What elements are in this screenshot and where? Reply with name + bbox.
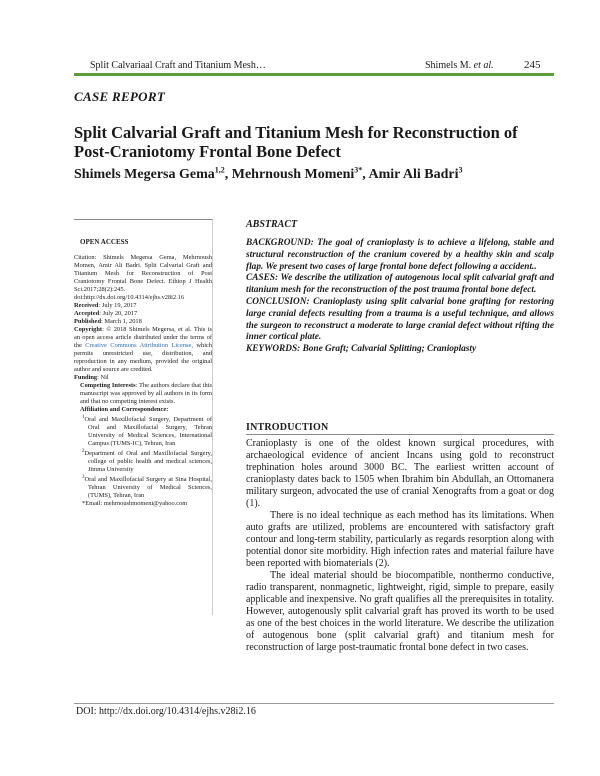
intro-paragraph-1: Cranioplasty is one of the oldest known surgical procedures, with archaeological evidence of ancient Incans using gold to reconstruct trephination holes around 3000 BC. The earliest written account of cranioplasty dates back to 1505 when Ibrahim bin Abdullah, an Ottomanera military surgeon, advocated the use of cranial Xenografts from a goat or dog (1).: [246, 438, 554, 509]
article-title: Split Calvarial Graft and Titanium Mesh for Reconstruction of Post-Craniotomy Frontal Bone Defect: [74, 123, 518, 161]
abstract-body: [246, 238, 554, 356]
intro-paragraph-3: The ideal material should be biocompatible, nonthermo conductive, radio transparent, nonmagnetic, lightweight, rigid, simple to prepare, easily applicable and inexpensive. No graft qualifies all the prerequisites in totality. However, autogenously split calvarial graft has proved its worth to be used as one of the best choices in the world literature. We describe the utilization of autogenous bone (split calvarial graft) and titanium mesh for reconstruction of large post-traumatic frontal bone defect in two cases.: [246, 570, 554, 653]
running-author: [425, 60, 494, 71]
running-title: Split Calvariaal Craft and Titanium Mesh…: [90, 60, 266, 71]
funding: Funding: Nil: [74, 374, 109, 381]
affiliation-1: $^1$Oral and Maxillofacial Surgery, Department of Oral and Maxillofacial Surgery, Tehran University of Medical Sciences, International Campus (TUMS-IC), Tehran, Iran: [82, 415, 212, 448]
author-3: Amir Ali Badri$^3$: [368, 165, 463, 182]
footer-rule: [74, 703, 554, 704]
affiliation-heading: Affiliation and Correspondence:: [80, 406, 169, 413]
affiliation-2: $^2$Department of Oral and Maxillofacial Surgery, college of public health and medical sciences, Jimma University: [82, 449, 212, 474]
author-2: Mehrnoush Momeni$^{3*}$,: [231, 165, 369, 182]
accepted-date: Accepted: July 20, 2017: [74, 310, 138, 317]
page-number: 245: [524, 59, 541, 71]
article-type: CASE REPORT: [74, 89, 166, 104]
article-info-sidebar: [74, 219, 213, 615]
received-date: Received: July 19, 2017: [74, 302, 137, 309]
license-link[interactable]: Creative Commons Attribution License: [85, 342, 192, 349]
introduction-rule: [246, 434, 554, 435]
introduction-heading: INTRODUCTION: [246, 422, 329, 433]
affiliation-3: $^3$Oral and Maxillofacial Surgery at Sina Hospital, Tehran University of Medical Sciences, (TUMS), Tehran, Iran: [82, 475, 212, 500]
header-rule: [74, 73, 554, 76]
corresponding-email[interactable]: *Email: mehrnoushmomeni@yahoo.com: [82, 500, 188, 508]
abstract-conclusion: CONCLUSION: Cranioplasty using split calvarial bone grafting for restoring large cranial defects resulting from a trauma is a useful technique, and allows the surgeon to reconstruct a moderate to large cranial defect without rifting the inner cortical plate.: [246, 296, 554, 343]
doi-link[interactable]: DOI: http://dx.doi.org/10.4314/ejhs.v28i2.16: [76, 706, 256, 717]
competing-interests: Competing Interests: The authors declare that this manuscript was approved by all authors in its form and that no competing interest exists.: [80, 382, 212, 405]
abstract-cases: CASES: We describe the utilization of autogenous local split calvarial graft and titanium mesh for the reconstruction of the post trauma frontal bone defect.: [246, 273, 554, 296]
citation: Citation: Shimels Megersa Gema, Mehrnoush Momen, Amir Ali Badri. Split Calvarial Graft and Titanium Mesh for Reconstruction of Post Craniotomy Frontal Bone Defect. Ethiop J Health Sci.2017;28(2):245. doi:http://dx.doi.org/10.4314/ejhs.v28i2.16: [74, 254, 212, 301]
intro-paragraph-2: There is no ideal technique as each method has its limitations. When auto grafts are utilized, problems are encountered with satisfactory graft contour and long-term stability, particularly as regards resorption along with potential donor site morbidity. High infection rates and material failure have been reported with biomaterials (2).: [246, 510, 554, 569]
published-date: Published: March 1, 2018: [74, 318, 142, 325]
introduction-body: [246, 438, 554, 654]
author-list: [74, 161, 554, 184]
author-1: Shimels Megersa Gema$^{1,2}$,: [74, 165, 232, 182]
abstract-background: BACKGROUND: The goal of cranioplasty is to achieve a lifelong, stable and structural reconstruction of the cranium covered by a healthy skin and scalp flap. We present two cases of large frontal bone defect following a accident..: [246, 238, 554, 272]
running-author-etal: et al.: [473, 60, 494, 71]
abstract-keywords: KEYWORDS: Bone Graft; Calvarial Splitting; Cranioplasty: [246, 344, 477, 355]
open-access-label: OPEN ACCESS: [80, 238, 129, 246]
running-author-name: Shimels M.: [425, 60, 472, 71]
copyright: Copyright: © 2018 Shimels Megersa, et al. This is an open access article distributed under the terms of the Creative Commons Attribution License, which permits unrestricted use, distribution, and reproduction in any medium, provided the original author and source are credited.: [74, 326, 212, 373]
abstract-heading: ABSTRACT: [246, 219, 298, 230]
